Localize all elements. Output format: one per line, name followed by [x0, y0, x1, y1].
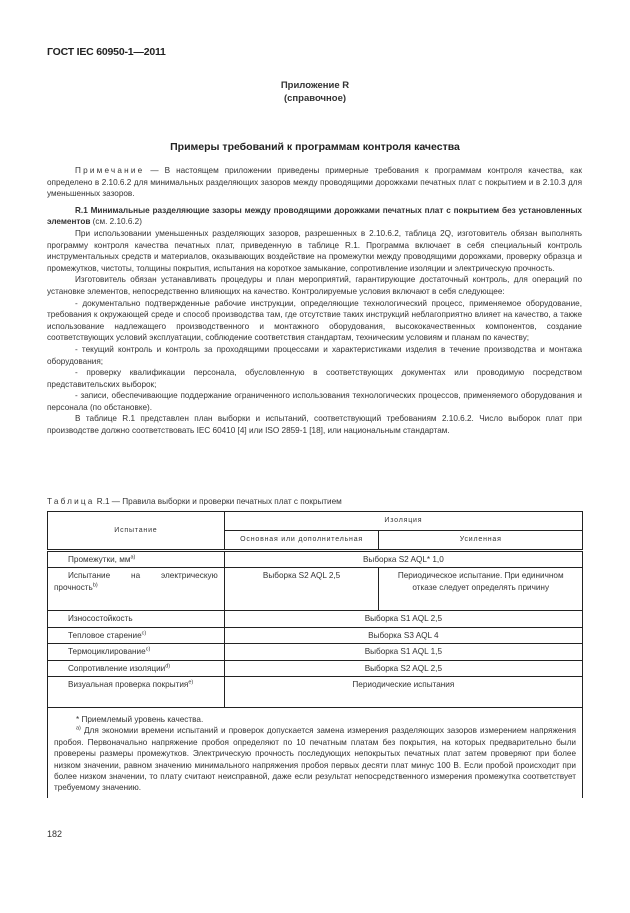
note-label: Примечание: [75, 166, 145, 175]
body-text: [47, 165, 582, 437]
standard-header: ГОСТ IEC 60950-1—2011: [47, 46, 166, 58]
footnote-ref: e): [188, 679, 194, 686]
row-value: Выборка S3 AQL 4: [224, 627, 582, 643]
table-row: [48, 627, 583, 643]
footnote-a: [54, 725, 576, 793]
row-test: [48, 660, 225, 676]
row-value: Выборка S2 AQL* 1,0: [224, 551, 582, 568]
footnote-mark: a): [76, 725, 81, 732]
table-row: [48, 551, 583, 568]
table-caption-text: R.1 — Правила выборки и проверки печатных плат с покрытием: [94, 497, 342, 506]
note-paragraph: [47, 165, 582, 200]
footnote-star: * Приемлемый уровень качества.: [76, 715, 204, 725]
table-row: [48, 677, 583, 708]
header-basic: Основная или дополнительная: [224, 531, 379, 551]
section-heading-ref: (см. 2.10.6.2): [90, 217, 142, 227]
row-value: Выборка S1 AQL 2,5: [224, 611, 582, 627]
row-test-label: Промежутки, мм: [68, 555, 131, 564]
list-item: - записи, обеспечивающие поддержание ограниченного использования технологических процессов, применяемого оборудования и персонала (по обстановке).: [47, 391, 582, 412]
table-row: [48, 660, 583, 676]
page-number: 182: [47, 829, 63, 839]
footnote-a-text: Для экономии времени испытаний и проверок допускается замена измерения разделяющих зазоров измерением напряжения пробоя. Первоначально напряжение пробоя определяют по 10 печатным платам без покрытия, на которых предварительно были проверены размеры промежутков. Электрическую прочность последующих непокрытых печатных плат затем проверяют при более низком значении, равном значению минимального напряжения пробоя первых десяти плат минус 100 В. Если пробой происходит при более низком значении, то плату считают неисправной, даже если результат непосредственного измерения промежутка соответствует требуемому значению.: [54, 726, 576, 793]
row-test: [48, 611, 225, 627]
row-value: Периодические испытания: [224, 677, 582, 708]
table-row: [48, 644, 583, 660]
row-value: Выборка S1 AQL 1,5: [224, 644, 582, 660]
section-heading: [47, 205, 582, 228]
row-test-label: Износостойкость: [68, 614, 133, 624]
table-footnotes: [48, 708, 583, 798]
header-reinforced: Усиленная: [379, 531, 583, 551]
row-test: [48, 568, 225, 611]
note-text: — В настоящем приложении приведены примерные требования к программам контроля качества, как определено в 2.10.6.2 для минимальных разделяющих зазоров между проводящими дорожками печатных плат с покрытием и в 2.10.3 для уменьшенных зазоров.: [47, 166, 582, 199]
annex-title: Приложение R: [280, 80, 350, 91]
footnote-ref: c): [141, 630, 147, 637]
row-value: Выборка S2 AQL 2,5: [224, 660, 582, 676]
section-heading-text: R.1 Минимальные разделяющие зазоры между проводящими дорожками печатных плат с покрытием без установленных элементов: [47, 205, 582, 227]
list-item: - проверку квалификации персонала, обусловленную в соответствующих документах или проводимую посредством представительских выборок;: [47, 368, 582, 389]
document-title: Примеры требований к программам контроля качества: [170, 141, 460, 153]
row-test-label: Испытание на электрическую прочность: [54, 571, 218, 592]
footnote-ref: c): [145, 646, 151, 653]
annex-subtitle: (справочное): [283, 93, 347, 104]
table-caption: [47, 497, 342, 506]
paragraph: Изготовитель обязан устанавливать процедуры и план мероприятий, гарантирующие достаточный контроль, для операций по установке элементов, непосредственно влияющих на качество. Контролируемые условия включают в себя следующее:: [47, 275, 582, 296]
header-insulation: Изоляция: [224, 512, 582, 531]
sampling-table: [47, 511, 583, 798]
paragraph: В таблице R.1 представлен план выборки и испытаний, соответствующий требованиям 2.10.6.2. Число выборок плат при производстве должно соответствовать IEC 60410 [4] или ISO 2859-1 [18], или национальным стандартам.: [47, 414, 582, 436]
footnote-ref: d): [165, 662, 171, 669]
row-test: [48, 551, 225, 568]
footnote-ref: a): [130, 554, 136, 561]
table-caption-label: Таблица: [47, 497, 95, 506]
row-test: [48, 644, 225, 660]
paragraph: При использовании уменьшенных разделяющих зазоров, разрешенных в 2.10.6.2, таблица 2Q, изготовитель обязан выполнять программу контроля качества печатных плат, приведенную в таблице R.1. Программа включает в себя специальный контроль инструментальных средств и материалов, оказывающих воздействие на промежутки между проводящими дорожками, проверку образца и промежутков, чистоты, толщины покрытия, испытания на короткое замыкание, сопротивление изоляции и электрическую прочность.: [47, 228, 582, 273]
row-test-label: Термоциклирование: [68, 647, 146, 657]
table-row: [48, 611, 583, 627]
header-test: Испытание: [48, 512, 225, 551]
row-test-label: Тепловое старение: [68, 630, 142, 640]
list-item: - текущий контроль и контроль за проходящими процессами и характеристиками изделия в течение производства и монтажа оборудования;: [47, 344, 582, 366]
row-test: [48, 627, 225, 643]
row-reinforced: Периодическое испытание. При единичном отказе следует определять причину: [379, 568, 583, 611]
row-basic: Выборка S2 AQL 2,5: [224, 568, 379, 611]
list-item: - документально подтвержденные рабочие инструкции, определяющие технологический процесс, применяемое оборудование, требования к окружающей среде и способ производства там, где отсутствие таких инструкций неблагоприятно влияет на качество, а также использование надлежащего производственного и монтажного оборудования, высококачественных компонентов, создание соответствующих условий эксплуатации, соблюдение соответствия стандартам, техническим условиям и планам по качеству;: [47, 298, 582, 343]
table-row: [48, 568, 583, 611]
row-test: [48, 677, 225, 708]
row-test-label: Визуальная проверка покрытия: [68, 680, 189, 690]
row-test-label: Сопротивление изоляции: [68, 663, 166, 673]
footnotes-row: [48, 708, 583, 798]
footnote-ref: b): [92, 582, 98, 589]
